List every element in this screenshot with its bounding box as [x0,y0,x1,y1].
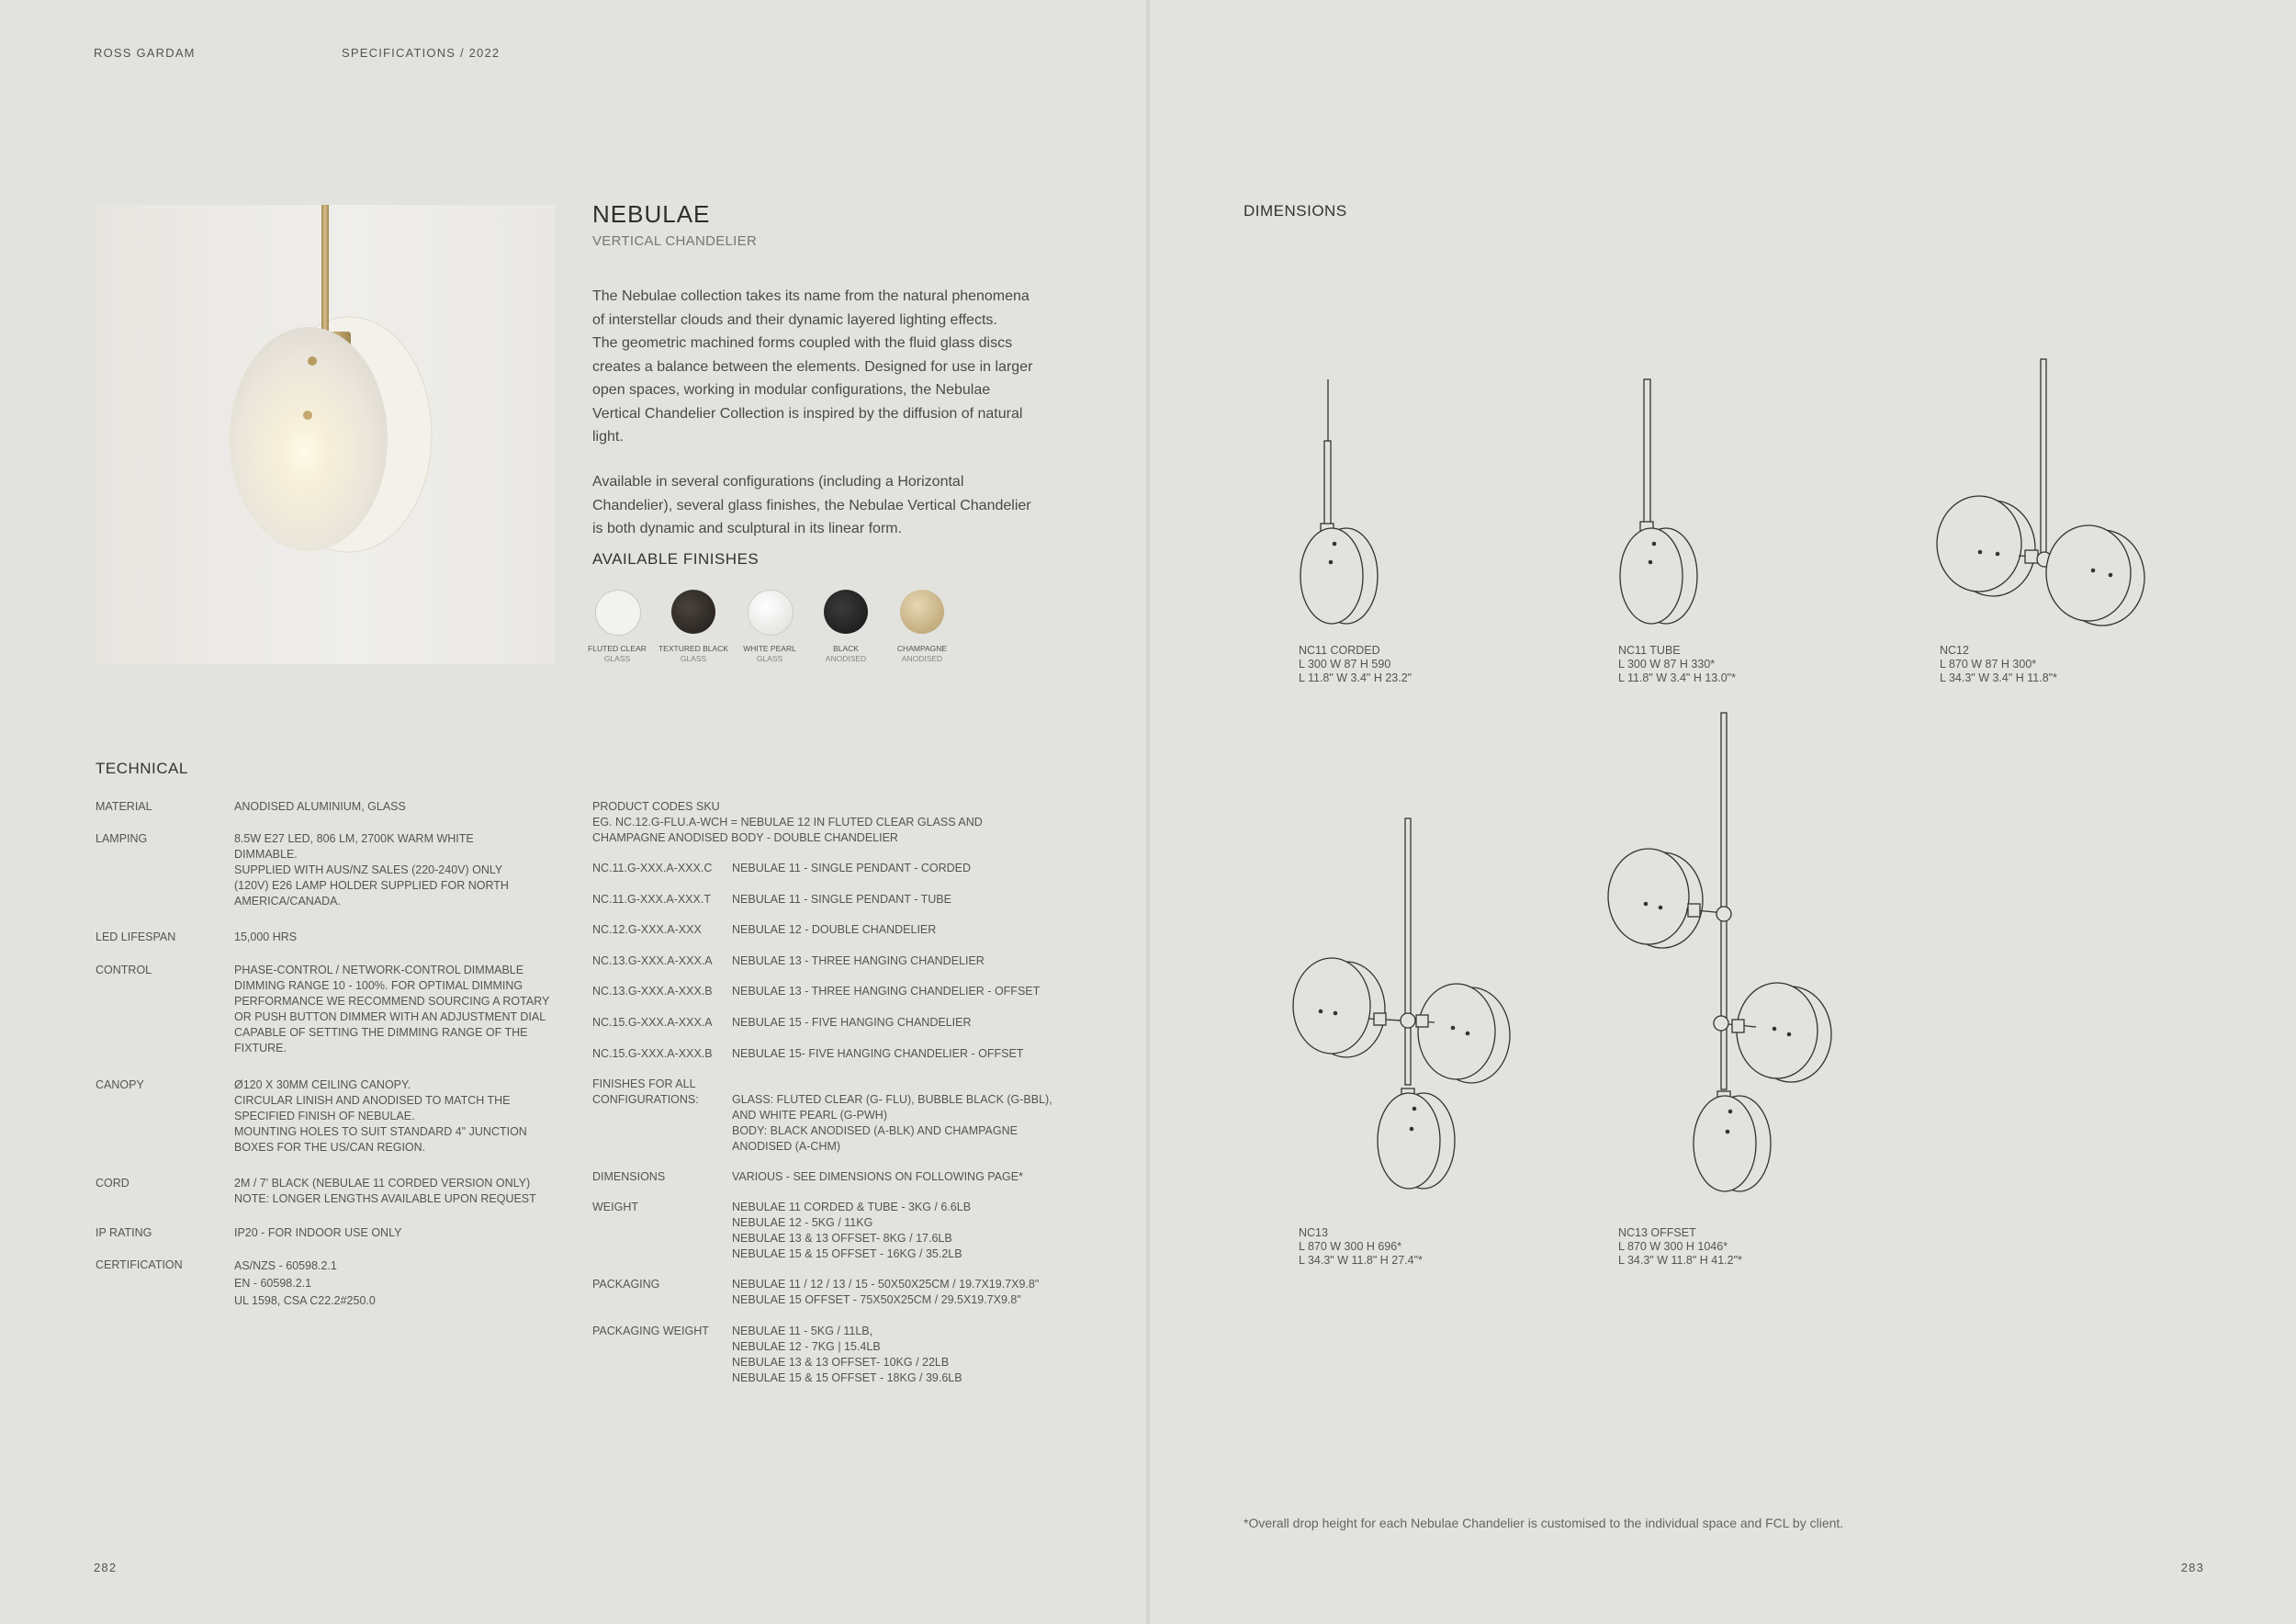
codes-example: EG. NC.12.G-FLU.A-WCH = NEBULAE 12 IN FLUTED CLEAR GLASS AND CHAMPAGNE ANODISED BODY - DOUBLE CHANDELIER [592,816,983,844]
code-description: NEBULAE 15 - FIVE HANGING CHANDELIER [732,1016,972,1029]
tech-value: ANODISED ALUMINIUM, GLASS [234,800,406,813]
pendant-lamp-image [96,205,555,664]
page-number-left: 282 [94,1561,118,1574]
tech-label: CONTROL [96,964,152,976]
page-number-right: 283 [2180,1561,2204,1574]
product-photo [96,205,555,664]
tech-value: 15,000 HRS [234,930,298,943]
spec-value: GLASS: FLUTED CLEAR (G- FLU), BUBBLE BLACK (G-BBL), AND WHITE PEARL (G-PWH) BODY: BLACK ANODISED (A-BLK) AND CHAMPAGNE ANODISED (A-CHM) [732,1093,1052,1153]
spec-label: PACKAGING [592,1278,660,1291]
nc13-drawing [1288,813,1526,1208]
tech-value: PHASE-CONTROL / NETWORK-CONTROL DIMMABLE DIMMING RANGE 10 - 100%. FOR OPTIMAL DIMMING PERFORMANCE WE RECOMMEND SOURCING A ROTARY OR PUSH BUTTON DIMMER WITH AN ADJUSTMENT DIAL CAPABLE OF SETTING THE DIMMING RANGE OF THE FIXTURE. [234,964,550,1054]
nc12-caption: NC12 L 870 W 87 H 300* L 34.3" W 3.4" H 11.8"* [1940,644,2057,684]
tech-label: LED LIFESPAN [96,930,176,943]
code-description: NEBULAE 15- FIVE HANGING CHANDELIER - OFFSET [732,1047,1024,1060]
code-sku: NC.11.G-XXX.A-XXX.C [592,862,713,874]
left-page [0,0,1146,1624]
technical-heading: TECHNICAL [96,760,188,777]
nc11-corded-drawing [1288,372,1407,638]
right-page [1150,0,2296,1624]
brand-name: ROSS GARDAM [94,46,196,60]
tech-label: CERTIFICATION [96,1258,183,1271]
dimensions-heading: DIMENSIONS [1244,202,1347,220]
product-title: NEBULAE [592,200,711,228]
code-sku: NC.13.G-XXX.A-XXX.B [592,985,713,998]
swatch-fluted-clear [595,590,641,636]
code-description: NEBULAE 11 - SINGLE PENDANT - TUBE [732,893,951,906]
codes-heading: PRODUCT CODES SKU [592,800,720,813]
code-sku: NC.13.G-XXX.A-XXX.A [592,954,713,967]
code-sku: NC.12.G-XXX.A-XXX [592,923,702,936]
tech-label: LAMPING [96,832,148,845]
tech-label: CORD [96,1177,129,1190]
spec-value: VARIOUS - SEE DIMENSIONS ON FOLLOWING PAGE* [732,1170,1023,1183]
swatch-label: BLACK ANODISED [825,644,867,663]
finishes-heading: AVAILABLE FINISHES [592,550,760,568]
swatch-label: WHITE PEARL GLASS [743,644,796,663]
tech-label: IP RATING [96,1226,152,1239]
product-description: The Nebulae collection takes its name from the natural phenomena of interstellar clouds and their dynamic layered lighting effects. The geometric machined forms coupled with the fluid glass discs creates a balance between the elements. Designed for use in larger open spaces, working in modular configurations, the Nebulae Vertical Chandelier Collection is inspired by the diffusion of natural light. [592,288,1033,445]
swatch-textured-black [671,590,715,634]
spec-label: FINISHES FOR ALL CONFIGURATIONS: [592,1077,699,1106]
tech-value: AS/NZS - 60598.2.1 EN - 60598.2.1 UL 1598, CSA C22.2#250.0 [234,1259,376,1307]
spec-value: NEBULAE 11 / 12 / 13 / 15 - 50X50X25CM / 19.7X19.7X9.8" NEBULAE 15 OFFSET - 75X50X25CM / 29.5X19.7X9.8" [732,1278,1040,1306]
tech-label: CANOPY [96,1078,144,1091]
code-description: NEBULAE 13 - THREE HANGING CHANDELIER - OFFSET [732,985,1041,998]
tech-value: 8.5W E27 LED, 806 LM, 2700K WARM WHITE DIMMABLE. SUPPLIED WITH AUS/NZ SALES (220-240V) ONLY (120V) E26 LAMP HOLDER SUPPLIED FOR NORTH AMERICA/CANADA. [234,832,509,908]
nc11-corded-caption: NC11 CORDED L 300 W 87 H 590 L 11.8" W 3.4" H 23.2" [1299,644,1412,684]
nc13-caption: NC13 L 870 W 300 H 696* L 34.3" W 11.8" H 27.4"* [1299,1226,1423,1267]
spec-value: NEBULAE 11 CORDED & TUBE - 3KG / 6.6LB NEBULAE 12 - 5KG / 11KG NEBULAE 13 & 13 OFFSET- 8KG / 17.6LB NEBULAE 15 & 15 OFFSET - 16KG / 35.2LB [732,1201,972,1260]
tech-value: IP20 - FOR INDOOR USE ONLY [234,1226,402,1239]
spec-label: DIMENSIONS [592,1170,666,1183]
swatch-label: TEXTURED BLACK GLASS [658,644,729,663]
nc11-tube-drawing [1607,372,1727,638]
swatch-white-pearl [748,590,793,636]
tech-value: 2M / 7' BLACK (NEBULAE 11 CORDED VERSION ONLY) NOTE: LONGER LENGTHS AVAILABLE UPON REQUEST [234,1177,536,1205]
swatch-label: CHAMPAGNE ANODISED [896,644,948,663]
code-sku: NC.15.G-XXX.A-XXX.A [592,1016,713,1029]
tech-value: Ø120 X 30MM CEILING CANOPY. CIRCULAR LINISH AND ANODISED TO MATCH THE SPECIFIED FINISH OF NEBULAE. MOUNTING HOLES TO SUIT STANDARD 4" JUNCTION BOXES FOR THE US/CAN REGION. [234,1078,527,1154]
nc11-tube-caption: NC11 TUBE L 300 W 87 H 330* L 11.8" W 3.4" H 13.0"* [1618,644,1736,684]
nc12-drawing [1930,354,2160,629]
product-subtitle: VERTICAL CHANDELIER [592,233,758,249]
code-description: NEBULAE 13 - THREE HANGING CHANDELIER [732,954,985,967]
nc13-offset-drawing [1607,707,1846,1203]
swatch-champagne-anodised [900,590,944,634]
product-description-2: Available in several configurations (including a Horizontal Chandelier), several glass finishes, the Nebulae Vertical Chandelier is both dynamic and sculptural in its linear form. [592,474,1031,536]
code-description: NEBULAE 12 - DOUBLE CHANDELIER [732,923,937,936]
dimensions-footnote: *Overall drop height for each Nebulae Chandelier is customised to the individual space and FCL by client. [1244,1516,1844,1530]
spec-label: PACKAGING WEIGHT [592,1325,709,1337]
tech-label: MATERIAL [96,800,152,813]
code-sku: NC.11.G-XXX.A-XXX.T [592,893,711,906]
swatch-black-anodised [824,590,868,634]
swatch-label: FLUTED CLEAR GLASS [588,644,647,663]
spec-label: WEIGHT [592,1201,638,1213]
nc13-offset-caption: NC13 OFFSET L 870 W 300 H 1046* L 34.3" W 11.8" H 41.2"* [1618,1226,1742,1267]
code-sku: NC.15.G-XXX.A-XXX.B [592,1047,713,1060]
spec-value: NEBULAE 11 - 5KG / 11LB, NEBULAE 12 - 7KG | 15.4LB NEBULAE 13 & 13 OFFSET- 10KG / 22LB NEBULAE 15 & 15 OFFSET - 18KG / 39.6LB [732,1325,962,1384]
code-description: NEBULAE 11 - SINGLE PENDANT - CORDED [732,862,972,874]
document-title: SPECIFICATIONS / 2022 [342,46,501,60]
